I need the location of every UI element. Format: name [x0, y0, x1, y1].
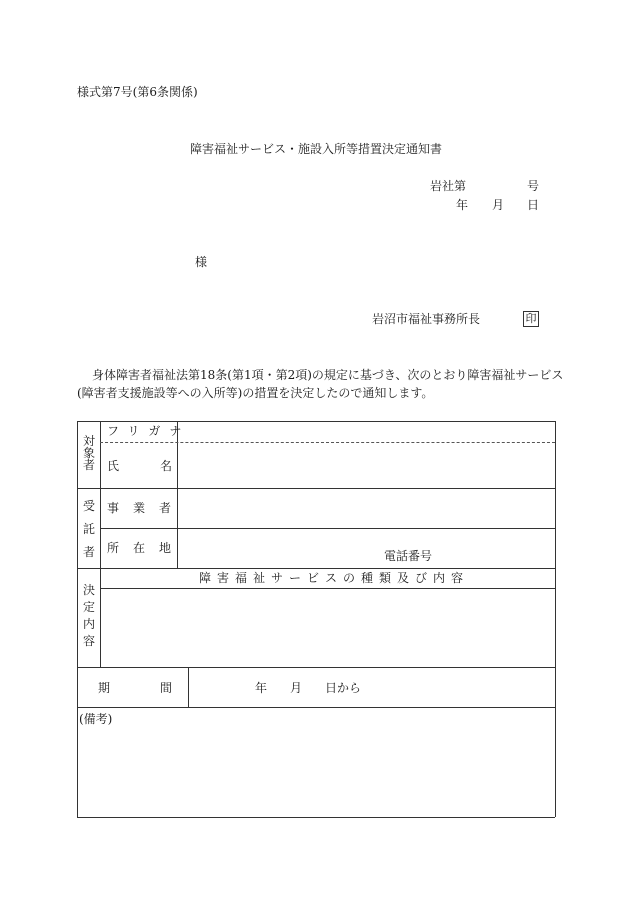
name-label: 氏名 [107, 459, 214, 473]
document-title: 障害福祉サービス・施設入所等措置決定通知書 [190, 142, 443, 156]
phone-label: 電話番号 [384, 549, 433, 563]
decision-label: 決 定 内 容 [82, 583, 95, 648]
addressee-honorific: 様 [195, 255, 208, 269]
date-year: 年 [456, 198, 469, 212]
body-line-1: 身体障害者福祉法第18条(第1項・第2項)の規定に基づき、次のとおり障害福祉サービス [92, 368, 564, 382]
period-day-from: 日から [325, 681, 362, 695]
subject-label: 対 象 者 [82, 434, 95, 472]
furigana-label: フリガナ [107, 424, 191, 438]
operator-label: 事業者 [107, 501, 186, 515]
doc-number-suffix: 号 [527, 179, 540, 193]
doc-number-prefix: 岩社第 [430, 179, 467, 193]
period-label: 期間 [98, 681, 223, 695]
location-label: 所在地 [107, 541, 186, 555]
body-line-2: (障害者支援施設等への入所等)の措置を決定したので通知します。 [77, 386, 434, 400]
sender-name: 岩沼市福祉事務所長 [372, 312, 481, 326]
date-month: 月 [492, 198, 505, 212]
remarks-label: (備考) [79, 712, 113, 726]
date-day: 日 [527, 198, 540, 212]
seal-stamp: 印 [523, 311, 539, 327]
service-header: 障害福祉サービスの種類及び内容 [199, 571, 470, 585]
form-number: 様式第7号(第6条関係) [77, 85, 198, 99]
trustee-label: 受 託 者 [82, 499, 95, 559]
period-year: 年 [255, 681, 268, 695]
period-month: 月 [290, 681, 303, 695]
